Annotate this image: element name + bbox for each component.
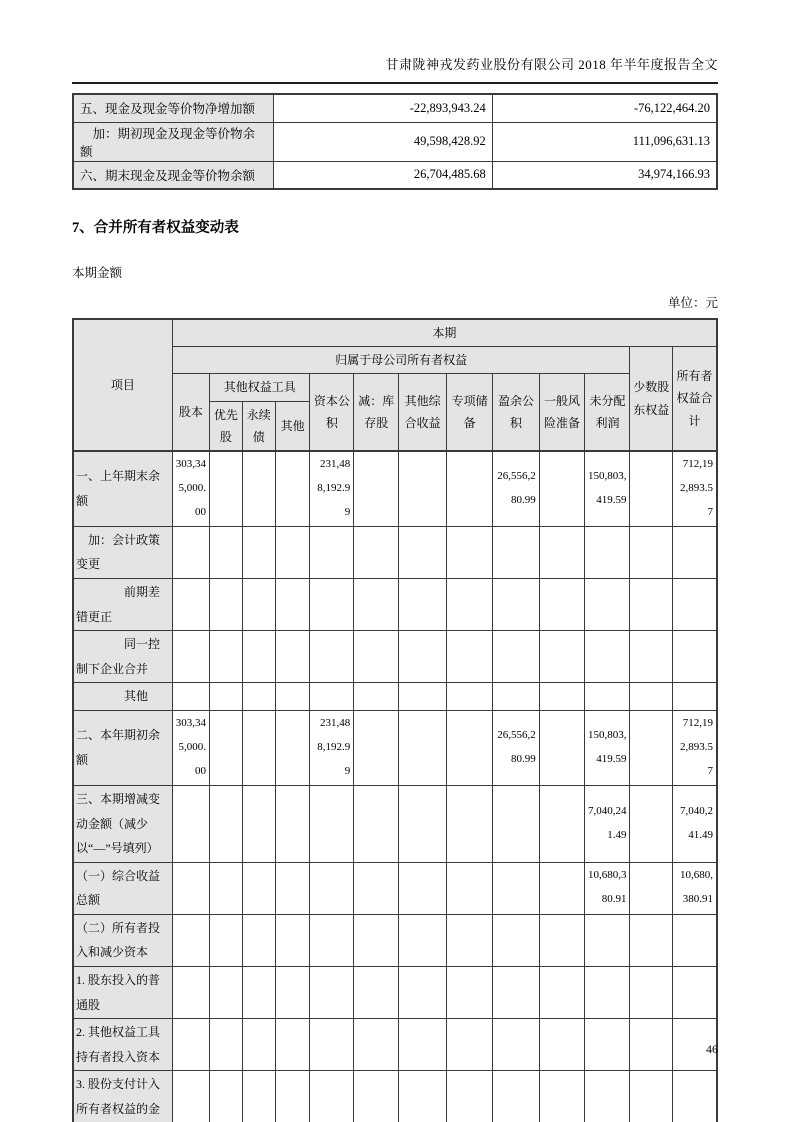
value-cell <box>210 1019 243 1071</box>
value-cell: 150,803,419.59 <box>585 451 630 526</box>
value-cell <box>446 631 492 683</box>
value-cell <box>210 579 243 631</box>
value-cell <box>539 1071 585 1122</box>
value-cell <box>493 683 539 711</box>
value-cell <box>446 785 492 862</box>
page-number: 46 <box>706 1042 718 1056</box>
equity-table-row <box>73 1019 717 1071</box>
value-cell <box>399 1071 447 1122</box>
value-cell <box>242 526 275 578</box>
value-cell <box>493 862 539 914</box>
value-cell <box>585 1019 630 1071</box>
equity-table-row <box>73 967 717 1019</box>
value-cell <box>354 683 399 711</box>
value-cell <box>172 967 209 1019</box>
value-cell <box>672 579 717 631</box>
header-minority-interest: 少数股东权益 <box>630 347 673 451</box>
value-cell <box>242 862 275 914</box>
row-label-cell: 加：期初现金及现金等价物余额 <box>73 122 273 161</box>
value-cell <box>354 579 399 631</box>
value-cell <box>210 683 243 711</box>
value-cell <box>539 526 585 578</box>
equity-table-row <box>73 683 717 711</box>
value-cell <box>275 1071 310 1122</box>
value-cell <box>172 631 209 683</box>
value-cell <box>172 785 209 862</box>
value-cell <box>354 862 399 914</box>
value-cell <box>399 631 447 683</box>
current-period-value-cell: 49,598,428.92 <box>273 122 492 161</box>
value-cell <box>354 967 399 1019</box>
value-cell <box>539 862 585 914</box>
value-cell <box>672 1071 717 1122</box>
value-cell: 303,345,000.00 <box>172 451 209 526</box>
value-cell <box>354 631 399 683</box>
row-label-cell: 一、上年期末余额 <box>73 451 172 526</box>
value-cell <box>242 1071 275 1122</box>
cash-table-row <box>73 94 717 122</box>
page-content <box>72 0 718 1122</box>
value-cell <box>275 579 310 631</box>
header-item: 项目 <box>73 319 172 451</box>
row-label-cell: 五、现金及现金等价物净增加额 <box>73 94 273 122</box>
value-cell <box>630 785 673 862</box>
header-parent-equity: 归属于母公司所有者权益 <box>172 347 630 374</box>
value-cell <box>539 451 585 526</box>
equity-table-row <box>73 785 717 862</box>
value-cell <box>172 526 209 578</box>
header-other-comprehensive-income: 其他综合收益 <box>399 374 447 451</box>
value-cell <box>275 683 310 711</box>
equity-table-row <box>73 451 717 526</box>
value-cell <box>630 862 673 914</box>
value-cell <box>399 526 447 578</box>
row-label-cell: 2. 其他权益工具持有者投入资本 <box>73 1019 172 1071</box>
value-cell <box>399 785 447 862</box>
value-cell <box>310 914 354 966</box>
value-cell <box>172 683 209 711</box>
value-cell <box>630 579 673 631</box>
equity-change-table <box>72 318 718 1122</box>
value-cell <box>242 451 275 526</box>
value-cell <box>310 631 354 683</box>
value-cell <box>399 711 447 786</box>
value-cell <box>354 526 399 578</box>
value-cell <box>539 579 585 631</box>
value-cell <box>172 862 209 914</box>
prior-period-value-cell: 34,974,166.93 <box>492 161 717 189</box>
header-undistributed-profit: 未分配利润 <box>585 374 630 451</box>
equity-table-row <box>73 526 717 578</box>
value-cell <box>242 711 275 786</box>
value-cell <box>539 914 585 966</box>
value-cell <box>310 579 354 631</box>
value-cell <box>493 526 539 578</box>
value-cell <box>210 1071 243 1122</box>
header-special-reserve: 专项储备 <box>446 374 492 451</box>
row-label-cell: 其他 <box>73 683 172 711</box>
row-label-cell: 1. 股东投入的普通股 <box>73 967 172 1019</box>
value-cell <box>172 914 209 966</box>
cash-table-row <box>73 161 717 189</box>
value-cell <box>672 967 717 1019</box>
value-cell <box>310 526 354 578</box>
value-cell <box>630 526 673 578</box>
row-label-cell: 同一控制下企业合并 <box>73 631 172 683</box>
value-cell: 231,488,192.99 <box>310 451 354 526</box>
value-cell <box>242 683 275 711</box>
value-cell <box>275 1019 310 1071</box>
value-cell <box>310 967 354 1019</box>
value-cell: 10,680,380.91 <box>672 862 717 914</box>
value-cell <box>242 967 275 1019</box>
header-less-treasury-stock: 减：库存股 <box>354 374 399 451</box>
value-cell <box>672 526 717 578</box>
value-cell <box>446 1019 492 1071</box>
prior-period-value-cell: -76,122,464.20 <box>492 94 717 122</box>
equity-table-row <box>73 579 717 631</box>
value-cell <box>399 862 447 914</box>
value-cell: 303,345,000.00 <box>172 711 209 786</box>
value-cell <box>493 914 539 966</box>
value-cell <box>539 785 585 862</box>
value-cell <box>446 967 492 1019</box>
value-cell <box>310 1071 354 1122</box>
equity-table-row <box>73 914 717 966</box>
value-cell: 150,803,419.59 <box>585 711 630 786</box>
value-cell <box>446 526 492 578</box>
value-cell <box>493 967 539 1019</box>
value-cell <box>354 1071 399 1122</box>
value-cell <box>399 1019 447 1071</box>
header-row-1 <box>73 319 717 347</box>
prior-period-value-cell: 111,096,631.13 <box>492 122 717 161</box>
value-cell <box>493 579 539 631</box>
value-cell <box>539 631 585 683</box>
value-cell <box>399 967 447 1019</box>
value-cell <box>493 631 539 683</box>
value-cell <box>630 451 673 526</box>
value-cell <box>275 631 310 683</box>
value-cell <box>242 1019 275 1071</box>
section-title: 7、合并所有者权益变动表 <box>72 220 239 236</box>
value-cell <box>210 631 243 683</box>
value-cell <box>630 914 673 966</box>
equity-table-row <box>73 862 717 914</box>
value-cell: 26,556,280.99 <box>493 451 539 526</box>
value-cell <box>399 683 447 711</box>
value-cell <box>354 711 399 786</box>
value-cell <box>446 862 492 914</box>
header-perpetual-bond: 永续债 <box>242 401 275 451</box>
value-cell <box>275 967 310 1019</box>
value-cell <box>493 785 539 862</box>
value-cell <box>446 1071 492 1122</box>
value-cell <box>630 683 673 711</box>
value-cell <box>493 1071 539 1122</box>
value-cell <box>585 914 630 966</box>
value-cell <box>210 451 243 526</box>
value-cell <box>630 631 673 683</box>
value-cell: 712,192,893.57 <box>672 451 717 526</box>
value-cell <box>172 1071 209 1122</box>
equity-table-row <box>73 631 717 683</box>
value-cell <box>354 451 399 526</box>
period-subtitle: 本期金额 <box>72 266 123 280</box>
value-cell <box>210 967 243 1019</box>
value-cell <box>672 914 717 966</box>
header-preferred-stock: 优先股 <box>210 401 243 451</box>
value-cell: 7,040,241.49 <box>585 785 630 862</box>
value-cell <box>493 1019 539 1071</box>
cash-flow-summary-table <box>72 93 718 190</box>
header-other-instrument: 其他 <box>275 401 310 451</box>
equity-table-row <box>73 1071 717 1122</box>
current-period-value-cell: -22,893,943.24 <box>273 94 492 122</box>
value-cell <box>275 711 310 786</box>
value-cell <box>672 631 717 683</box>
header-surplus-reserve: 盈余公积 <box>493 374 539 451</box>
value-cell <box>275 526 310 578</box>
header-capital-reserve: 资本公积 <box>310 374 354 451</box>
row-label-cell: 加：会计政策变更 <box>73 526 172 578</box>
value-cell: 10,680,380.91 <box>585 862 630 914</box>
value-cell <box>446 683 492 711</box>
value-cell <box>275 451 310 526</box>
row-label-cell: 六、期末现金及现金等价物余额 <box>73 161 273 189</box>
running-header-title: 甘肃陇神戎发药业股份有限公司 2018 年半年度报告全文 <box>72 54 718 84</box>
value-cell <box>242 785 275 862</box>
value-cell: 231,488,192.99 <box>310 711 354 786</box>
value-cell <box>630 1019 673 1071</box>
value-cell <box>310 862 354 914</box>
row-label-cell: 前期差错更正 <box>73 579 172 631</box>
value-cell <box>210 526 243 578</box>
value-cell <box>210 785 243 862</box>
value-cell <box>446 914 492 966</box>
value-cell <box>210 711 243 786</box>
cash-table-row <box>73 122 717 161</box>
value-cell <box>354 785 399 862</box>
value-cell <box>172 1019 209 1071</box>
value-cell <box>399 914 447 966</box>
value-cell: 7,040,241.49 <box>672 785 717 862</box>
value-cell <box>310 683 354 711</box>
value-cell <box>585 579 630 631</box>
value-cell <box>354 914 399 966</box>
value-cell <box>399 451 447 526</box>
equity-table-body <box>73 451 717 1122</box>
row-label-cell: 三、本期增减变动金额（减少以“—”号填列） <box>73 785 172 862</box>
row-label-cell: 二、本年期初余额 <box>73 711 172 786</box>
header-total-equity: 所有者权益合计 <box>672 347 717 451</box>
value-cell <box>210 914 243 966</box>
value-cell <box>585 683 630 711</box>
value-cell <box>242 579 275 631</box>
value-cell <box>210 862 243 914</box>
value-cell <box>310 1019 354 1071</box>
value-cell <box>539 967 585 1019</box>
value-cell: 712,192,893.57 <box>672 711 717 786</box>
value-cell <box>630 1071 673 1122</box>
header-share-capital: 股本 <box>172 374 209 451</box>
value-cell <box>539 683 585 711</box>
value-cell <box>172 579 209 631</box>
value-cell <box>630 967 673 1019</box>
row-label-cell: 3. 股份支付计入所有者权益的金 <box>73 1071 172 1122</box>
value-cell <box>446 579 492 631</box>
value-cell <box>354 1019 399 1071</box>
equity-table-header <box>73 319 717 451</box>
row-label-cell: （一）综合收益总额 <box>73 862 172 914</box>
value-cell <box>672 683 717 711</box>
value-cell <box>275 785 310 862</box>
value-cell <box>585 1071 630 1122</box>
value-cell <box>275 862 310 914</box>
value-cell: 26,556,280.99 <box>493 711 539 786</box>
header-period: 本期 <box>172 319 717 347</box>
header-general-risk-reserve: 一般风险准备 <box>539 374 585 451</box>
value-cell <box>446 711 492 786</box>
cash-table-body <box>73 94 717 189</box>
value-cell <box>630 711 673 786</box>
value-cell <box>585 526 630 578</box>
value-cell <box>585 967 630 1019</box>
current-period-value-cell: 26,704,485.68 <box>273 161 492 189</box>
value-cell <box>242 631 275 683</box>
value-cell <box>539 1019 585 1071</box>
header-other-equity-instruments: 其他权益工具 <box>210 374 310 401</box>
value-cell <box>539 711 585 786</box>
value-cell <box>310 785 354 862</box>
value-cell <box>585 631 630 683</box>
value-cell <box>242 914 275 966</box>
value-cell <box>399 579 447 631</box>
equity-table-row <box>73 711 717 786</box>
value-cell <box>446 451 492 526</box>
row-label-cell: （二）所有者投入和减少资本 <box>73 914 172 966</box>
unit-label: 单位：元 <box>667 296 718 310</box>
value-cell <box>275 914 310 966</box>
